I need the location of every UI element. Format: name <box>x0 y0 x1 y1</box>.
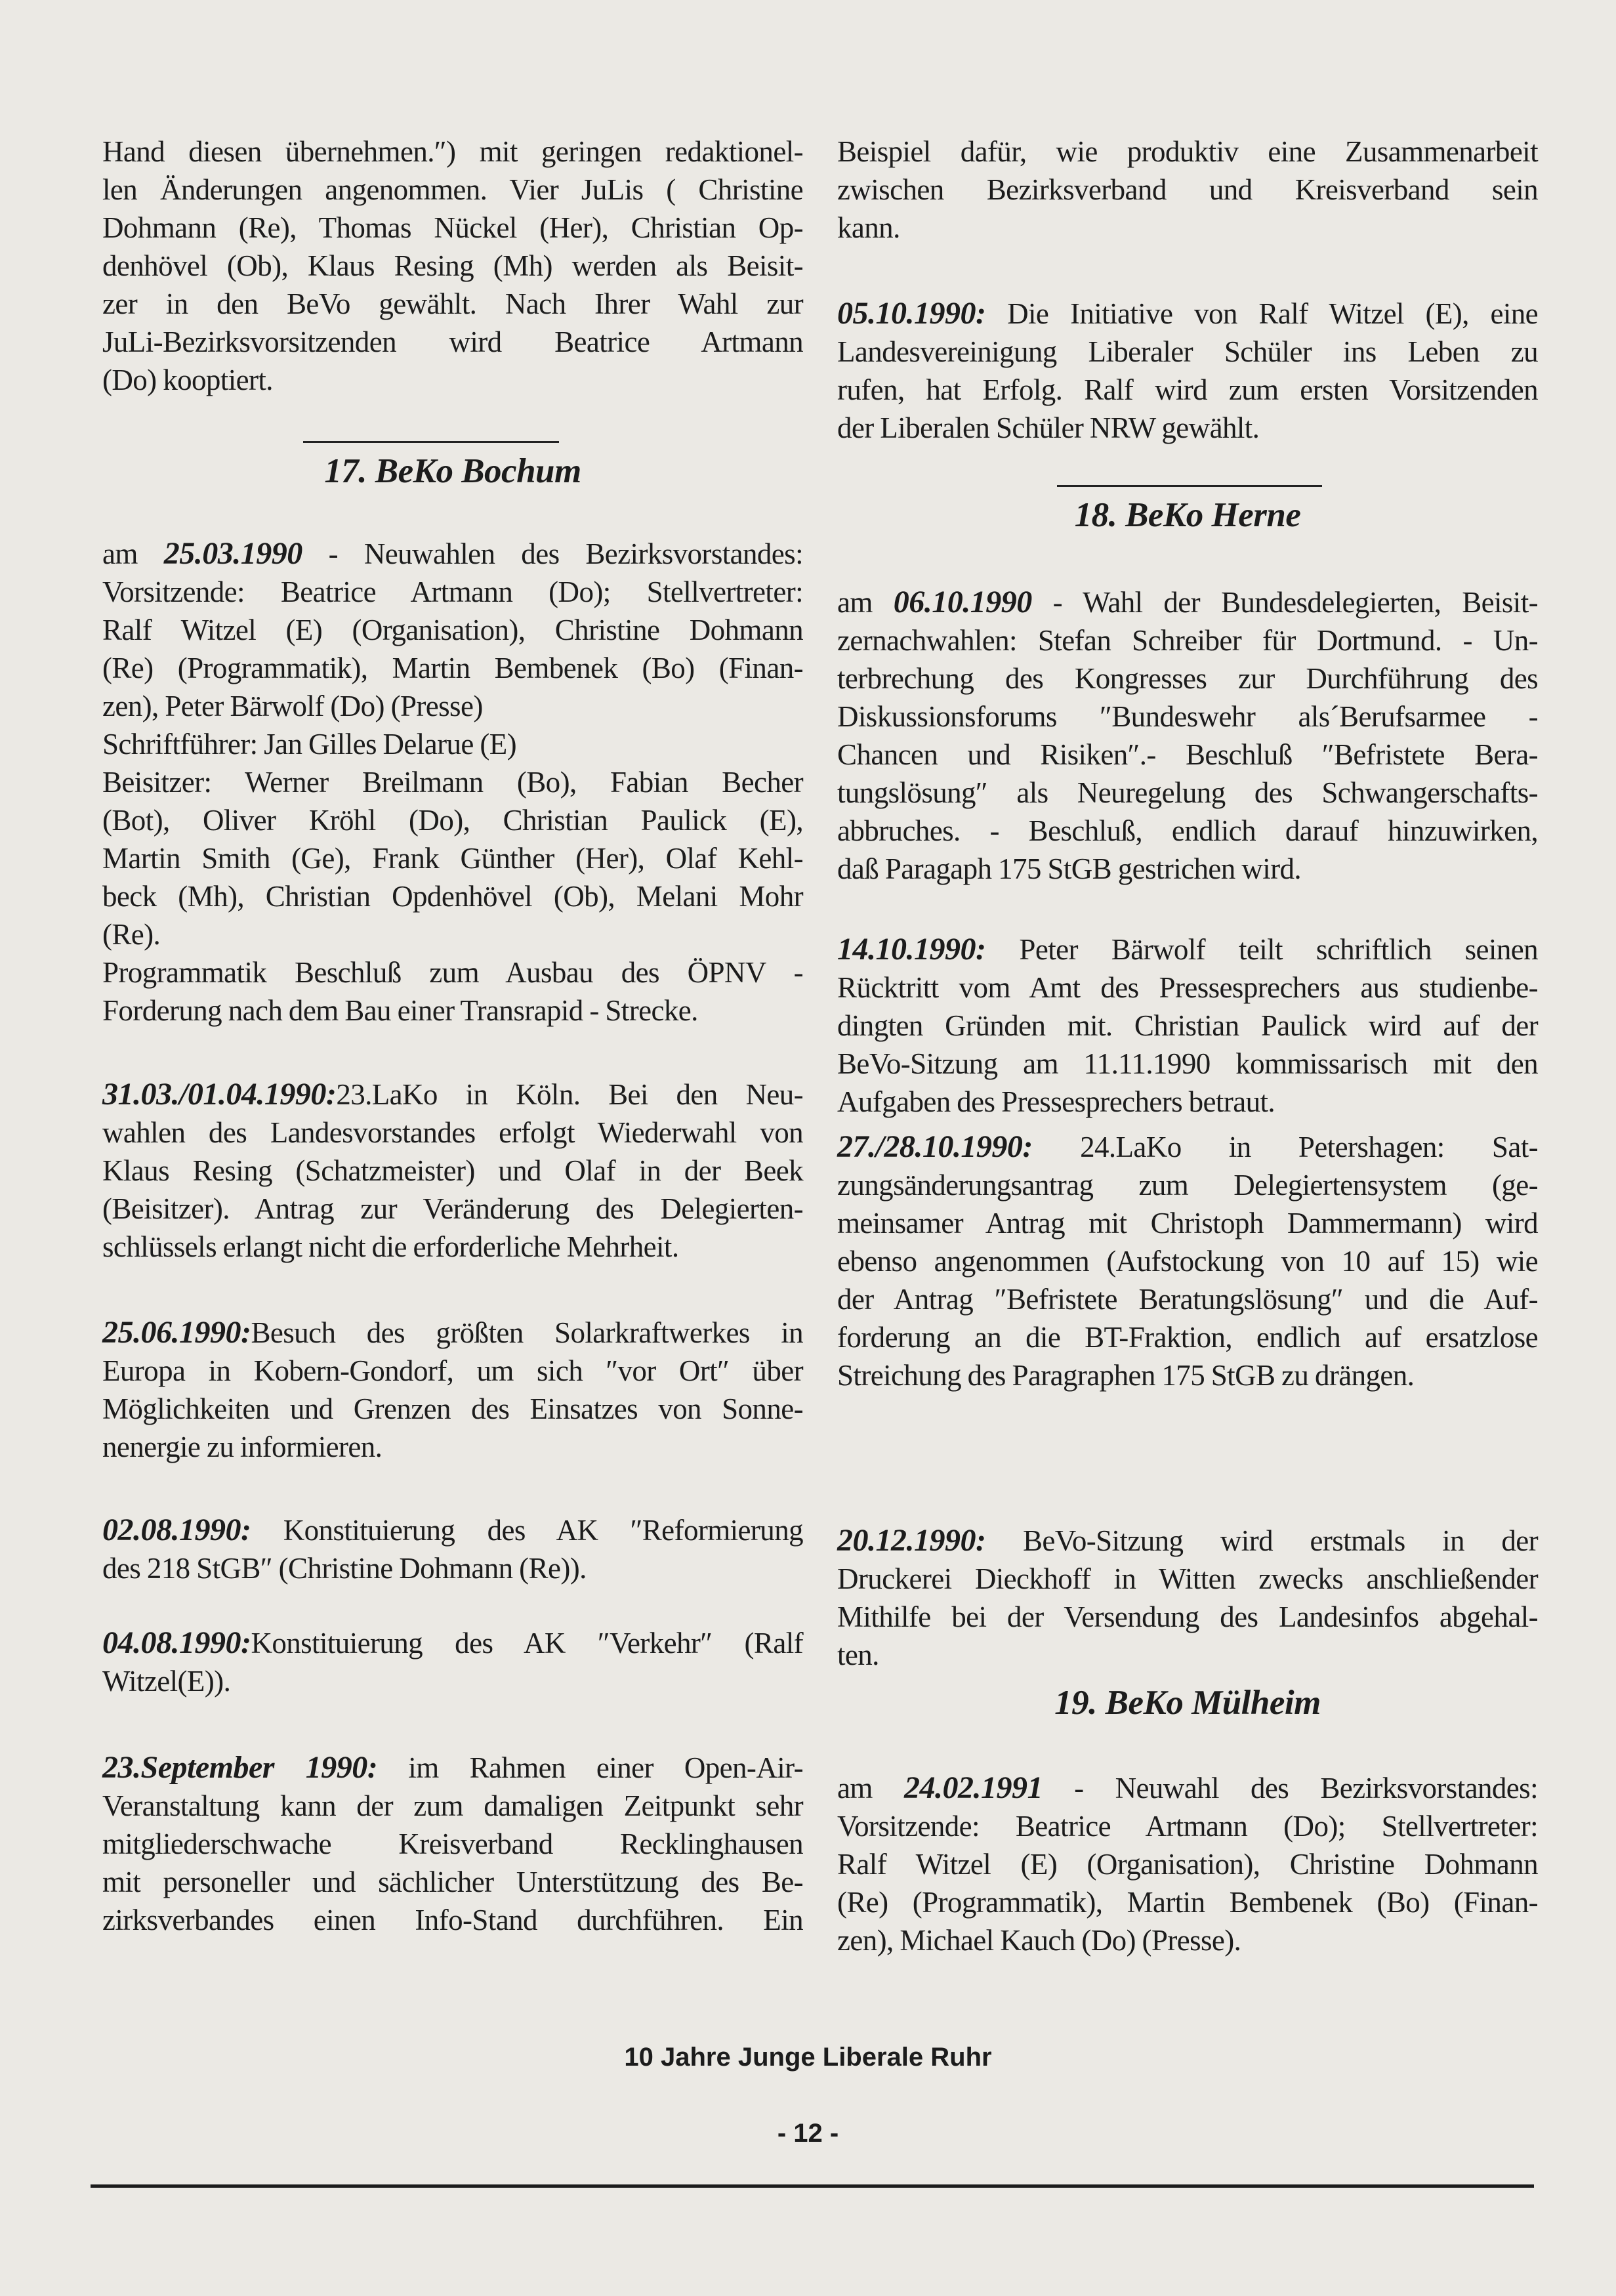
entry-prefix: am <box>837 1772 904 1805</box>
text-line <box>102 1190 803 1228</box>
section-heading: 19. BeKo Mülheim <box>1054 1684 1321 1722</box>
entry-paragraph <box>102 1075 803 1266</box>
line-text: (Re) (Programmatik), Martin Bembenek (Bo) (Finan- <box>837 1886 1538 1919</box>
line-text: zernachwahlen: Stefan Schreiber für Dortmund. - Un- <box>837 624 1538 657</box>
text-line <box>102 839 803 877</box>
text-line <box>102 247 803 285</box>
text-line <box>837 1128 1538 1166</box>
text-line <box>102 323 803 361</box>
section-heading-block <box>102 451 803 491</box>
text-line <box>837 698 1538 736</box>
footer-title: 10 Jahre Junge Liberale Ruhr <box>624 2043 992 2072</box>
line-text: Beisitzer: Werner Breilmann (Bo), Fabian Becher <box>102 766 803 799</box>
text-line <box>102 171 803 209</box>
text-line <box>837 1598 1538 1636</box>
entry-paragraph <box>837 583 1538 888</box>
text-line <box>102 649 803 687</box>
line-text: Klaus Resing (Schatzmeister) und Olaf in der Beek <box>102 1154 803 1187</box>
line-text: (Re) (Programmatik), Martin Bembenek (Bo) (Finan- <box>102 652 803 684</box>
entry-paragraph <box>102 1511 803 1587</box>
text-line <box>837 583 1538 621</box>
entry-paragraph <box>102 1624 803 1700</box>
text-line <box>102 1114 803 1152</box>
line-text: len Änderungen angenommen. Vier JuLis ( Christine <box>102 173 803 206</box>
line-text: nenergie zu informieren. <box>102 1430 383 1463</box>
text-line <box>837 1007 1538 1045</box>
text-line <box>837 1356 1538 1394</box>
text-line <box>837 409 1538 447</box>
line-text: Vorsitzende: Beatrice Artmann (Do); Stellvertreter: <box>102 575 803 608</box>
line-text: zwischen Bezirksverband und Kreisverband sein <box>837 173 1538 206</box>
text-line <box>102 953 803 991</box>
line-text: Witzel(E)). <box>102 1665 231 1698</box>
text-line <box>102 611 803 649</box>
text-line <box>837 171 1538 209</box>
line-text: denhövel (Ob), Klaus Resing (Mh) werden als Beisit- <box>102 249 803 282</box>
text-line <box>102 1624 803 1662</box>
text-line <box>837 930 1538 969</box>
line-text: schlüssels erlangt nicht die erforderliche Mehrheit. <box>102 1230 679 1263</box>
line-text: 24.LaKo in Petershagen: Sat- <box>1032 1131 1538 1163</box>
text-line <box>837 1883 1538 1921</box>
section-heading-block <box>837 1683 1538 1722</box>
text-line <box>837 1166 1538 1204</box>
entry-date: 20.12.1990: <box>837 1523 986 1558</box>
text-line <box>837 1083 1538 1121</box>
text-line <box>837 1242 1538 1280</box>
entry-paragraph <box>837 295 1538 447</box>
line-text: im Rahmen einer Open-Air- <box>377 1751 803 1784</box>
line-text: mit personeller und sächlicher Unterstützung des Be- <box>102 1866 803 1898</box>
line-text: rufen, hat Erfolg. Ralf wird zum ersten Vorsitzenden <box>837 373 1538 406</box>
text-line <box>837 659 1538 698</box>
line-text: JuLi-Bezirksvorsitzenden wird Beatrice Artmann <box>102 325 803 358</box>
line-text: zen), Michael Kauch (Do) (Presse). <box>837 1924 1241 1957</box>
line-text: Chancen und Risiken″.- Beschluß ″Befristete Bera- <box>837 738 1538 771</box>
text-line <box>102 573 803 611</box>
text-line <box>837 1845 1538 1883</box>
line-text: BeVo-Sitzung am 11.11.1990 kommissarisch mit den <box>837 1047 1538 1080</box>
text-line <box>837 774 1538 812</box>
line-text: Mithilfe bei der Versendung des Landesinfos abgehal- <box>837 1600 1538 1633</box>
line-text: Ralf Witzel (E) (Organisation), Christine Dohmann <box>837 1848 1538 1881</box>
line-text: Programmatik Beschluß zum Ausbau des ÖPNV - <box>102 956 803 989</box>
entry-date: 24.02.1991 <box>903 1770 1043 1805</box>
line-text: meinsamer Antrag mit Christoph Dammermann) wird <box>837 1207 1538 1240</box>
entry-prefix: am <box>837 586 894 619</box>
line-text: zungsänderungsantrag zum Delegiertensystem (ge- <box>837 1169 1538 1201</box>
text-line <box>102 535 803 573</box>
text-line <box>102 1152 803 1190</box>
text-line <box>837 333 1538 371</box>
text-line <box>837 736 1538 774</box>
entry-paragraph <box>102 535 803 1030</box>
line-text: mitgliederschwache Kreisverband Recklinghausen <box>102 1827 803 1860</box>
line-text: Veranstaltung kann der zum damaligen Zeitpunkt sehr <box>102 1789 803 1822</box>
text-line <box>102 1825 803 1863</box>
entry-paragraph <box>102 133 803 399</box>
line-text: Diskussionsforums ″Bundeswehr als´Berufsarmee - <box>837 700 1538 733</box>
entry-date: 25.03.1990 <box>163 536 302 571</box>
line-text: - Neuwahlen des Bezirksvorstandes: <box>302 537 803 570</box>
line-text: tungslösung″ als Neuregelung des Schwangerschafts- <box>837 776 1538 809</box>
line-text: ebenso angenommen (Aufstockung von 10 auf 15) wie <box>837 1245 1538 1278</box>
text-line <box>837 1921 1538 1959</box>
text-line <box>102 1228 803 1266</box>
entry-date: 27./28.10.1990: <box>837 1129 1033 1164</box>
section-heading: 18. BeKo Herne <box>1074 496 1301 534</box>
line-text: kann. <box>837 211 900 244</box>
entry-paragraph <box>837 930 1538 1121</box>
line-text: Möglichkeiten und Grenzen des Einsatzes von Sonne- <box>102 1392 803 1425</box>
entry-date: 14.10.1990: <box>837 932 986 967</box>
entry-paragraph <box>837 1522 1538 1674</box>
heading-divider <box>1057 485 1322 487</box>
text-line <box>102 725 803 763</box>
line-text: beck (Mh), Christian Opdenhövel (Ob), Melani Mohr <box>102 880 803 913</box>
entry-date: 04.08.1990: <box>102 1625 251 1660</box>
text-line <box>837 1280 1538 1318</box>
line-text: terbrechung des Kongresses zur Durchführung des <box>837 662 1538 695</box>
line-text: Schriftführer: Jan Gilles Delarue (E) <box>102 728 517 761</box>
text-line <box>102 1749 803 1787</box>
page-number: - 12 - <box>777 2119 839 2148</box>
text-line <box>837 209 1538 247</box>
line-text: der Antrag ″Befristete Beratungslösung″ und die Auf- <box>837 1283 1538 1316</box>
line-text: (Beisitzer). Antrag zur Veränderung des Delegierten- <box>102 1192 803 1225</box>
entry-paragraph <box>102 1314 803 1466</box>
line-text: zirksverbandes einen Info-Stand durchführen. Ein <box>102 1904 803 1936</box>
text-line <box>102 1428 803 1466</box>
line-text: dingten Gründen mit. Christian Paulick wird auf der <box>837 1009 1538 1042</box>
line-text: 23.LaKo in Köln. Bei den Neu- <box>336 1078 803 1111</box>
line-text: Martin Smith (Ge), Frank Günther (Her), Olaf Kehl- <box>102 842 803 875</box>
text-line <box>102 1787 803 1825</box>
heading-divider <box>303 441 559 443</box>
line-text: Dohmann (Re), Thomas Nückel (Her), Christian Op- <box>102 211 803 244</box>
entry-date: 06.10.1990 <box>893 585 1032 619</box>
line-text: zer in den BeVo gewählt. Nach Ihrer Wahl zur <box>102 287 803 320</box>
line-text: Besuch des größten Solarkraftwerkes in <box>251 1316 803 1349</box>
line-text: des 218 StGB″ (Christine Dohmann (Re)). <box>102 1552 587 1585</box>
line-text: Streichung des Paragraphen 175 StGB zu drängen. <box>837 1359 1415 1392</box>
line-text: (Re). <box>102 918 161 951</box>
text-line <box>102 1549 803 1587</box>
line-text: daß Paragaph 175 StGB gestrichen wird. <box>837 852 1302 885</box>
line-text: zen), Peter Bärwolf (Do) (Presse) <box>102 690 483 722</box>
text-line <box>102 877 803 915</box>
entry-paragraph <box>837 133 1538 247</box>
text-line <box>837 1560 1538 1598</box>
text-line <box>837 1318 1538 1356</box>
text-line <box>102 1314 803 1352</box>
line-text: Beispiel dafür, wie produktiv eine Zusammenarbeit <box>837 135 1538 168</box>
text-line <box>102 209 803 247</box>
text-line <box>837 850 1538 888</box>
text-line <box>102 1901 803 1939</box>
line-text: Forderung nach dem Bau einer Transrapid - Strecke. <box>102 994 698 1027</box>
line-text: der Liberalen Schüler NRW gewählt. <box>837 411 1260 444</box>
line-text: Rücktritt vom Amt des Pressesprechers aus studienbe- <box>837 971 1538 1004</box>
line-text: Aufgaben des Pressesprechers betraut. <box>837 1085 1275 1118</box>
text-line <box>837 1522 1538 1560</box>
line-text: Konstituierung des AK ″Verkehr″ (Ralf <box>251 1627 803 1659</box>
text-line <box>837 621 1538 659</box>
entry-prefix: am <box>102 537 164 570</box>
text-line <box>837 969 1538 1007</box>
line-text: Konstituierung des AK ″Reformierung <box>251 1514 803 1547</box>
entry-paragraph <box>837 1128 1538 1394</box>
text-line <box>102 133 803 171</box>
line-text: Landesvereinigung Liberaler Schüler ins Leben zu <box>837 335 1538 368</box>
line-text: - Neuwahl des Bezirksvorstandes: <box>1042 1772 1538 1805</box>
entry-paragraph <box>837 1769 1538 1959</box>
text-line <box>837 133 1538 171</box>
text-line <box>102 915 803 953</box>
text-line <box>837 812 1538 850</box>
line-text: Peter Bärwolf teilt schriftlich seinen <box>985 933 1538 966</box>
text-line <box>102 361 803 399</box>
section-heading-block <box>837 495 1538 535</box>
text-line <box>102 1863 803 1901</box>
text-line <box>102 991 803 1030</box>
entry-date: 31.03./01.04.1990: <box>102 1077 337 1112</box>
text-line <box>102 1511 803 1549</box>
text-line <box>102 1662 803 1700</box>
section-heading: 17. BeKo Bochum <box>324 452 581 490</box>
text-line <box>837 1636 1538 1674</box>
text-line <box>837 1807 1538 1845</box>
line-text: Vorsitzende: Beatrice Artmann (Do); Stellvertreter: <box>837 1810 1538 1843</box>
line-text: BeVo-Sitzung wird erstmals in der <box>985 1524 1538 1557</box>
line-text: (Do) kooptiert. <box>102 364 273 396</box>
text-line <box>102 1352 803 1390</box>
entry-date: 23.September 1990: <box>102 1750 378 1785</box>
text-line <box>102 801 803 839</box>
entry-date: 25.06.1990: <box>102 1315 251 1350</box>
text-line <box>837 295 1538 333</box>
line-text: wahlen des Landesvorstandes erfolgt Wiederwahl von <box>102 1116 803 1149</box>
line-text: Die Initiative von Ralf Witzel (E), eine <box>985 297 1538 330</box>
line-text: - Wahl der Bundesdelegierten, Beisit- <box>1031 586 1538 619</box>
line-text: (Bot), Oliver Kröhl (Do), Christian Paulick (E), <box>102 804 803 837</box>
line-text: ten. <box>837 1639 879 1671</box>
text-line <box>102 1390 803 1428</box>
text-line <box>837 1769 1538 1807</box>
footer-divider <box>91 2184 1534 2188</box>
text-line <box>837 371 1538 409</box>
text-line <box>837 1045 1538 1083</box>
text-line <box>102 1075 803 1114</box>
text-line <box>837 1204 1538 1242</box>
entry-date: 05.10.1990: <box>837 296 986 331</box>
line-text: Europa in Kobern-Gondorf, um sich ″vor Ort″ über <box>102 1354 803 1387</box>
line-text: Druckerei Dieckhoff in Witten zwecks anschließender <box>837 1562 1538 1595</box>
entry-date: 02.08.1990: <box>102 1513 251 1547</box>
line-text: Ralf Witzel (E) (Organisation), Christine Dohmann <box>102 614 803 646</box>
text-line <box>102 285 803 323</box>
line-text: forderung an die BT-Fraktion, endlich auf ersatzlose <box>837 1321 1538 1354</box>
line-text: abbruches. - Beschluß, endlich darauf hinzuwirken, <box>837 814 1538 847</box>
entry-paragraph <box>102 1749 803 1939</box>
line-text: Hand diesen übernehmen.″) mit geringen redaktionel- <box>102 135 803 168</box>
text-line <box>102 687 803 725</box>
text-line <box>102 763 803 801</box>
